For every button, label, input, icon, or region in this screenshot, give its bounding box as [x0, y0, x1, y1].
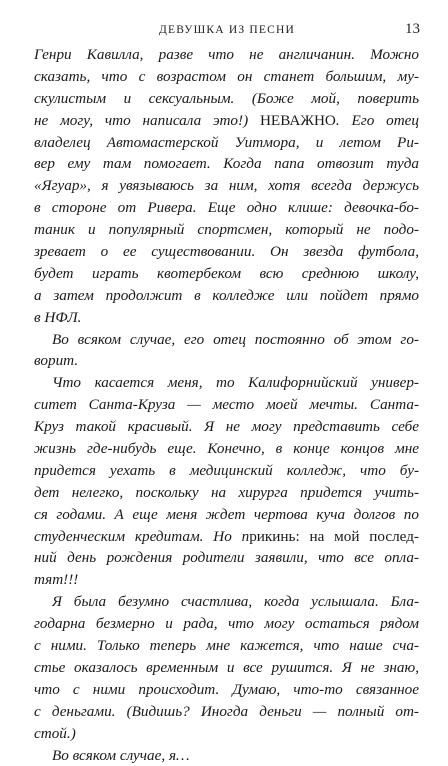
text-line: [34, 307, 419, 329]
text-line: [34, 44, 419, 66]
text-line: [34, 350, 419, 372]
text-line: [34, 241, 419, 263]
text-segment: Я была безумно счастлива, когда услышала. Бла-: [52, 593, 419, 610]
text-segment: а затем продолжит в колледже или пойдет прямо: [34, 287, 419, 304]
text-segment: ситет Санта-Круза — место моей мечты. Санта-: [34, 396, 419, 413]
text-line: [34, 460, 419, 482]
text-segment: Круз такой красивый. Я не могу представить себе: [34, 418, 419, 435]
text-line: [34, 613, 419, 635]
text-line: [34, 482, 419, 504]
text-segment: в стороне от Ривера. Еще одно клише: девочка-бо-: [34, 199, 419, 216]
text-line: [34, 66, 419, 88]
text-line: [34, 88, 419, 110]
text-line: [34, 110, 419, 132]
text-segment-roman: рикинь: на мой послед-: [249, 528, 419, 545]
text-line: [34, 635, 419, 657]
text-line: [34, 372, 419, 394]
text-line: [34, 416, 419, 438]
text-segment: придется уехать в медицинский колледж, что бу-: [34, 462, 419, 479]
text-segment: с ними. Только теперь мне кажется, что наше сча-: [34, 637, 419, 654]
text-line: [34, 569, 419, 591]
text-segment: . Его отец: [336, 112, 419, 129]
text-segment: сказать, что с возрастом он станет большим, му-: [34, 68, 419, 85]
text-line: [34, 723, 419, 745]
text-segment: тят!!!: [34, 571, 78, 588]
text-line: [34, 657, 419, 679]
text-segment: ний день рождения родители заявили, что все опла-: [34, 549, 419, 566]
text-line: [34, 701, 419, 723]
text-line: [34, 197, 419, 219]
text-line: [34, 504, 419, 526]
text-line: [34, 219, 419, 241]
running-head: [34, 20, 420, 40]
text-line: [34, 438, 419, 460]
text-segment: годарна безмерно и рада, что могу остаться рядом: [34, 615, 419, 632]
text-line: [34, 175, 419, 197]
page-number: 13: [405, 21, 420, 38]
text-segment: стье оказалось временным и все рушится. Я не знаю,: [34, 659, 419, 676]
text-segment: стой.): [34, 725, 76, 742]
text-line: [34, 132, 419, 154]
text-line: [34, 329, 419, 351]
text-line: [34, 526, 419, 548]
text-segment: «Ягуар», я увязываюсь за ним, хотя всегда держусь: [34, 177, 419, 194]
text-segment: вер ему там помогает. Когда папа отвозит туда: [34, 155, 419, 172]
text-line: [34, 547, 419, 569]
running-title: ДЕВУШКА ИЗ ПЕСНИ: [34, 24, 420, 36]
text-segment: зревает о ее существовании. Он звезда футбола,: [34, 243, 419, 260]
text-line: [34, 679, 419, 701]
text-segment: Во всяком случае, его отец постоянно об этом го-: [52, 331, 419, 348]
text-line: [34, 153, 419, 175]
text-segment: Что касается меня, то Калифорнийский универ-: [52, 374, 419, 391]
text-segment: что с ними происходит. Думаю, что-то связанное: [34, 681, 419, 698]
text-segment: студенческим кредитам. Но п: [34, 528, 249, 545]
body-text: [34, 44, 419, 766]
text-segment: таник и популярный спортсмен, который не подо-: [34, 221, 419, 238]
text-segment: дет нелегко, поскольку на хирурга придется учить-: [34, 484, 419, 501]
text-segment-roman: НЕВАЖНО: [260, 112, 336, 129]
text-segment: с деньгами. (Видишь? Иногда деньги — полный от-: [34, 703, 419, 720]
text-segment: жизнь где-нибудь еще. Конечно, в конце концов мне: [34, 440, 419, 457]
text-segment: в НФЛ.: [34, 309, 81, 326]
text-line: [34, 745, 419, 766]
text-segment: ся годами. А еще меня ждет чертова куча долгов по: [34, 506, 419, 523]
text-segment: не могу, что написала это!): [34, 112, 260, 129]
text-segment: владелец Автомастерской Уитмора, и летом Ри-: [34, 134, 419, 151]
text-line: [34, 263, 419, 285]
text-segment: будет играть квотербеком всю среднюю школу,: [34, 265, 419, 282]
text-segment: Во всяком случае, я…: [52, 747, 190, 764]
text-line: [34, 394, 419, 416]
text-line: [34, 591, 419, 613]
text-line: [34, 285, 419, 307]
text-segment: ворит.: [34, 352, 78, 369]
text-segment: скулистым и сексуальным. (Боже мой, поверить: [34, 90, 419, 107]
text-segment: Генри Кавилла, разве что не англичанин. Можно: [34, 46, 419, 63]
